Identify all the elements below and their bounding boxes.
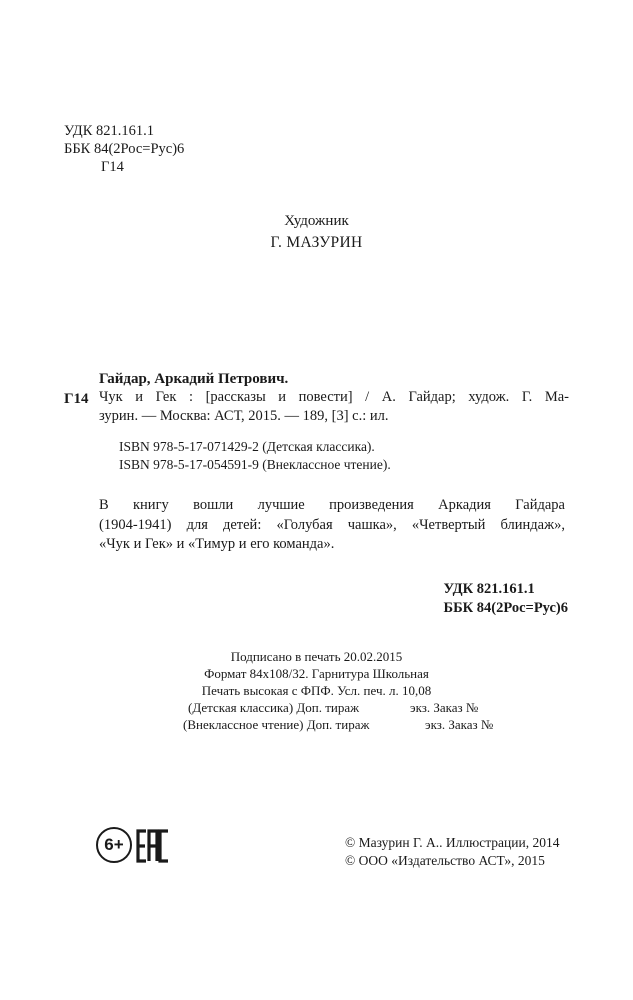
- copyright-line: © ООО «Издательство АСТ», 2015: [345, 853, 545, 868]
- biblio-author: Гайдар, Аркадий Петрович.: [99, 371, 289, 387]
- eac-icon: [136, 829, 170, 863]
- imprint-block: [0, 648, 633, 733]
- isbn-line: ISBN 978-5-17-054591-9 (Внеклассное чтение).: [119, 457, 391, 472]
- bbk-code: ББК 84(2Рос=Рус)6: [64, 141, 185, 157]
- biblio-desc-line: зурин. — Москва: АСТ, 2015. — 189, [3] с.: ил.: [99, 408, 389, 424]
- artist-name: Г. МАЗУРИН: [270, 234, 363, 251]
- imprint-row: [0, 716, 633, 733]
- annotation-line: (1904-1941) для детей: «Голубая чашка», «Четвертый блиндаж»,: [99, 516, 565, 533]
- udk-code-right: УДК 821.161.1: [443, 581, 535, 597]
- biblio-author-mark: Г14: [64, 391, 89, 407]
- copyright-block: [345, 834, 559, 870]
- isbn-line: ISBN 978-5-17-071429-2 (Детская классика).: [119, 439, 375, 454]
- imprint-row-label: (Внеклассное чтение) Доп. тираж: [183, 717, 370, 732]
- annotation-line: В книгу вошли лучшие произведения Аркадия Гайдара: [99, 497, 565, 513]
- imprint-signed: Подписано в печать 20.02.2015: [230, 649, 403, 664]
- annotation-line: «Чук и Гек» и «Тимур и его команда».: [99, 536, 335, 552]
- udc-right-block: [443, 580, 568, 618]
- biblio-desc-line: Чук и Гек : [рассказы и повести] / А. Гайдар; худож. Г. Ма-: [99, 389, 569, 405]
- imprint-row-label: (Детская классика) Доп. тираж: [188, 700, 360, 715]
- udk-code: УДК 821.161.1: [64, 123, 154, 139]
- author-mark: Г14: [101, 159, 124, 175]
- imprint-row: [0, 699, 633, 716]
- imprint-format: Формат 84x108/32. Гарнитура Школьная: [204, 666, 429, 681]
- age-rating-badge: 6+: [96, 827, 132, 863]
- copyright-line: © Мазурин Г. А.. Иллюстрации, 2014: [345, 835, 560, 850]
- artist-label: Художник: [284, 213, 349, 229]
- artist-credit: [0, 211, 633, 253]
- bbk-code-right: ББК 84(2Рос=Рус)6: [443, 600, 568, 616]
- isbn-block: [119, 438, 391, 474]
- imprint-row-order: экз. Заказ №: [410, 700, 479, 715]
- imprint-row-order: экз. Заказ №: [425, 717, 494, 732]
- annotation: [99, 496, 565, 555]
- imprint-print: Печать высокая с ФПФ. Усл. печ. л. 10,08: [201, 683, 432, 698]
- biblio-description: [99, 388, 569, 426]
- udc-block: [64, 122, 184, 176]
